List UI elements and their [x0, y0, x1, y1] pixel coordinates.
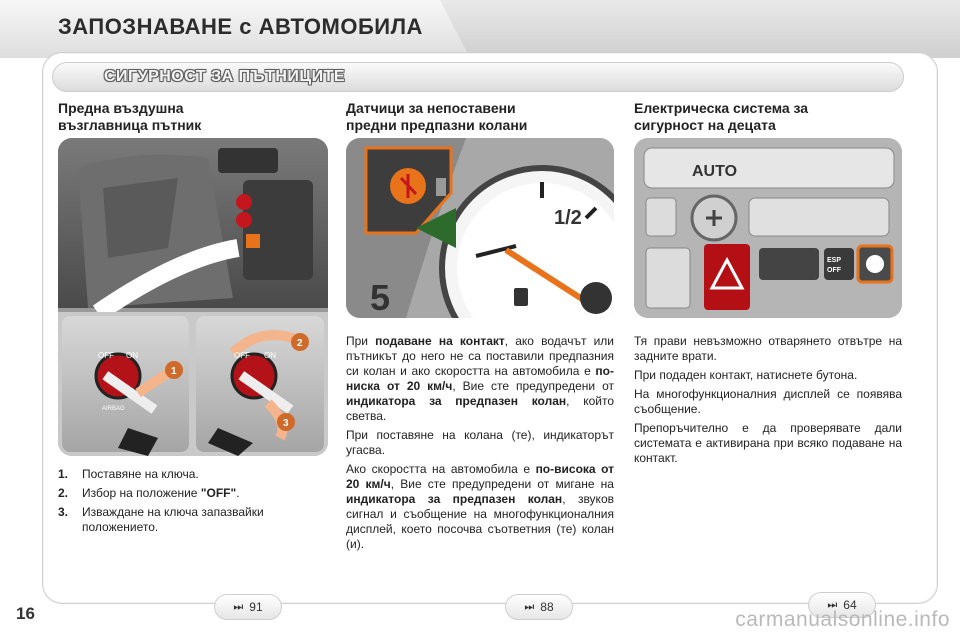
esp-off-label: OFF: [827, 267, 841, 274]
child-lock-para-2: При подаден контакт, натиснете бутона.: [634, 368, 858, 382]
watermark: carmanualsonline.info: [735, 608, 950, 631]
on-label-2: ON: [264, 351, 276, 360]
on-label: ON: [126, 351, 138, 360]
rpm-five-label: 5: [370, 277, 391, 318]
ref-link-91[interactable]: [214, 594, 282, 620]
step-item: [58, 505, 328, 535]
airbag-switch-illustration: [58, 138, 328, 456]
seatbelt-text: [346, 334, 614, 556]
child-lock-heading: [634, 100, 808, 134]
text-part: , Вие сте предупредени от: [452, 379, 614, 393]
seatbelt-gauge-illustration: [346, 138, 614, 318]
section-title: СИГУРНОСТ ЗА ПЪТНИЦИТЕ: [104, 68, 346, 85]
airbag-label: AIRBAG: [102, 406, 125, 412]
airbag-heading-line2: възглавница пътник: [58, 117, 202, 133]
off-label: OFF: [98, 351, 114, 360]
step-text-part: .: [236, 486, 240, 500]
double-arrow-icon: ⏭: [827, 598, 838, 611]
ref-link-88[interactable]: [505, 594, 573, 620]
step-text-bold: "OFF": [200, 486, 237, 500]
child-lock-para-3: На многофункционалния дисплей се появява съобщение.: [634, 387, 902, 416]
airbag-switch-figure: [58, 138, 328, 456]
esp-label: ESP: [827, 257, 842, 264]
step-item: [58, 467, 328, 482]
page-title: ЗАПОЗНАВАНЕ с АВТОМОБИЛА: [58, 14, 423, 39]
child-lock-panel-figure: [634, 138, 902, 318]
child-lock-para-4: Препоръчително е да проверявате дали системата е активирана при всяко подаване на контакт.: [634, 421, 902, 465]
airbag-steps: [58, 467, 328, 539]
step-item: [58, 486, 328, 501]
airbag-heading: [58, 100, 201, 134]
off-label-2: OFF: [234, 351, 250, 360]
double-arrow-icon: ⏭: [233, 600, 244, 613]
half-tank-label: 1/2: [554, 207, 582, 229]
child-lock-text: [634, 334, 902, 470]
step-text-part: Избор на положение: [82, 486, 201, 500]
text-bold: индикатора за предпазен колан: [346, 492, 563, 506]
ref-label: 91: [249, 600, 263, 614]
text-part: , който светва.: [346, 394, 614, 423]
ref-label: 64: [843, 598, 857, 612]
step-number: 3.: [58, 505, 69, 519]
seatbelt-heading-line1: Датчици за непоставени: [346, 100, 516, 116]
text-bold: индикатора за предпазен колан: [346, 394, 567, 408]
text-part: При: [346, 334, 376, 348]
text-part: , звуков сигнал и съобщение на многофункционалния дисплей, което посочва съответния (те) колан (и).: [346, 492, 614, 551]
ref-label: 88: [540, 600, 554, 614]
text-bold: по-висока от 20 км/ч: [346, 462, 614, 491]
text-bold: подаване на контакт: [375, 334, 505, 348]
text-part: , Вие сте предупредени от мигане на: [390, 477, 614, 491]
child-lock-para-1: Тя прави невъзможно отварянето отвътре на задните врати.: [634, 334, 902, 363]
seatbelt-heading-line2: предни предпазни колани: [346, 117, 528, 133]
step3-badge: 3: [283, 418, 289, 429]
step2-badge: 2: [297, 338, 303, 349]
page-number: 16: [16, 604, 35, 623]
step-text: [82, 486, 240, 501]
seatbelt-para-3: [346, 462, 614, 552]
airbag-heading-line1: Предна въздушна: [58, 100, 184, 116]
seatbelt-heading: [346, 100, 527, 134]
step-text: Поставяне на ключа.: [82, 467, 199, 481]
seatbelt-para-2: При поставяне на колана (те), индикаторът угасва.: [346, 428, 614, 457]
step-text: Изваждане на ключа запазвайки положението.: [82, 505, 264, 534]
seatbelt-para-1: [346, 334, 614, 424]
text-part: Ако скоростта на автомобила е: [346, 462, 536, 476]
step1-badge: 1: [171, 366, 177, 377]
step-number: 2.: [58, 486, 69, 500]
child-lock-heading-line1: Електрическа система за: [634, 100, 809, 116]
seatbelt-gauge-figure: [346, 138, 614, 318]
auto-label: AUTO: [692, 163, 738, 180]
child-lock-panel-illustration: [634, 138, 902, 318]
text-bold: по-ниска от 20 км/ч: [346, 364, 614, 393]
child-lock-heading-line2: сигурност на децата: [634, 117, 776, 133]
double-arrow-icon: ⏭: [524, 600, 535, 613]
text-part: , ако водачът или пътникът до него не са поставили предпазния си колан и ако скоростта на автомобила е: [346, 334, 614, 378]
step-number: 1.: [58, 467, 69, 481]
